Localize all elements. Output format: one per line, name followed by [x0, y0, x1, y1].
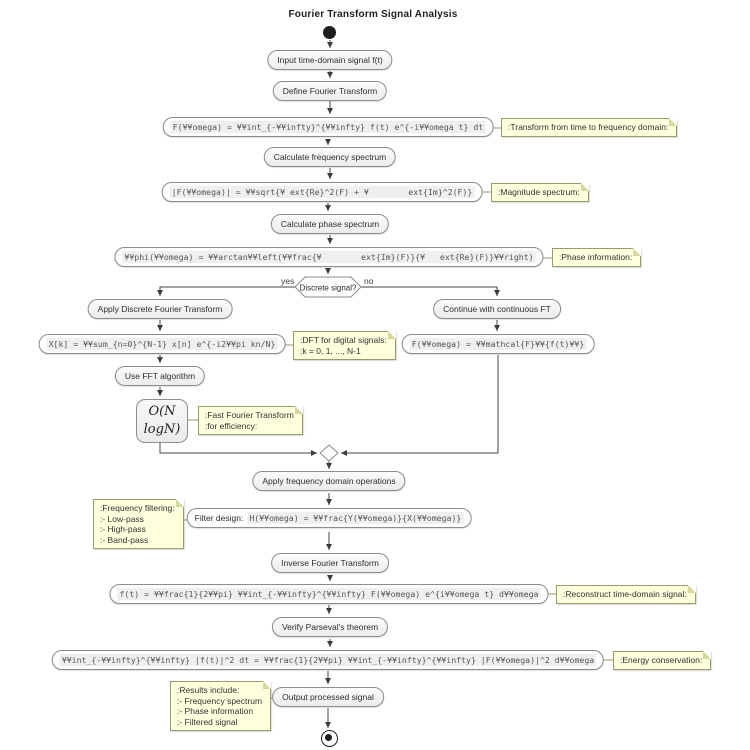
formula-dft-text: X[k] = ¥¥sum_{n=0}^{N-1} x[n] e^{-i2¥¥pi kn/N} [48, 339, 276, 349]
start-node [323, 26, 336, 39]
fft-complexity-box [136, 399, 188, 443]
note-line: :Transform from time to frequency domain: [508, 122, 669, 132]
activity-calc-phase-spectrum: Calculate phase spectrum [271, 214, 389, 234]
note-line: :for efficiency: [205, 420, 258, 431]
branch-label-no: no [364, 276, 374, 286]
note-dft [293, 331, 396, 360]
filter-design-box [187, 508, 472, 528]
activity-use-fft: Use FFT algorithm [115, 366, 205, 386]
note-reconstruct [556, 585, 696, 604]
activity-inverse-fourier-transform: Inverse Fourier Transform [271, 553, 389, 573]
formula-fourier-transform [163, 117, 494, 137]
formula-inverse-ft-text: f(t) = ¥¥frac{1}{2¥¥pi} ¥¥int_{-¥¥infty}^{¥¥infty} F(¥¥omega) e^{i¥¥omega t} d¥¥omega [119, 589, 539, 599]
note-line: :- Frequency spectrum [177, 695, 263, 706]
note-frequency-filtering [93, 499, 184, 549]
note-line: :- Phase information [177, 706, 254, 716]
formula-phase [114, 247, 543, 267]
end-node [321, 730, 338, 747]
formula-filter-text: H(¥¥omega) = ¥¥frac{Y(¥¥omega)}{X(¥¥omega)} [249, 513, 462, 523]
complexity-line: logN) [143, 422, 181, 437]
end-node-dot [325, 734, 332, 741]
note-line: :Energy conservation: [620, 655, 703, 665]
note-line: :DFT for digital signals: [300, 335, 387, 345]
formula-inverse-ft [110, 584, 549, 604]
formula-continuous-ft [402, 334, 595, 354]
note-line: :- Band-pass [100, 534, 149, 545]
activity-calc-frequency-spectrum: Calculate frequency spectrum [264, 147, 396, 167]
formula-parseval-text: ¥¥int_{-¥¥infty}^{¥¥infty} |f(t)|^2 dt = ¥¥frac{1}{2¥¥pi} ¥¥int_{-¥¥infty}^{¥¥infty} |F(¥¥omega)|^2 d¥¥omega [61, 655, 595, 665]
activity-apply-dft: Apply Discrete Fourier Transform [88, 299, 233, 319]
merge-diamond [320, 445, 338, 461]
note-results [170, 681, 271, 731]
filter-design-label: Filter design: [194, 513, 244, 523]
formula-parseval [52, 650, 604, 670]
activity-continue-continuous-ft: Continue with continuous FT [433, 299, 561, 319]
branch-label-yes: yes [281, 276, 295, 286]
decision-discrete-signal-label: Discrete signal? [299, 283, 357, 293]
note-line: :Frequency filtering: [100, 503, 175, 513]
note-fft [198, 406, 303, 435]
note-line: :Reconstruct time-domain signal: [563, 589, 687, 599]
note-line: :k = 0, 1, ..., N-1 [300, 345, 361, 356]
note-line: :Fast Fourier Transform [205, 410, 294, 420]
formula-magnitude [162, 182, 483, 202]
note-energy-conservation [613, 651, 711, 670]
note-line: :Phase information: [559, 252, 633, 262]
activity-verify-parseval: Verify Parseval's theorem [272, 617, 388, 637]
formula-phase-text: ¥¥phi(¥¥omega) = ¥¥arctan¥¥left(¥¥frac{¥ ext{Im}(F)}{¥ ext{Re}(F)}¥¥right) [124, 252, 534, 262]
formula-fourier-transform-text: F(¥¥omega) = ¥¥int_{-¥¥infty}^{¥¥infty} f(t) e^{-i¥¥omega t} dt [172, 122, 484, 132]
note-line: :Results include: [177, 685, 240, 695]
formula-magnitude-text: |F(¥¥omega)| = ¥¥sqrt{¥ ext{Re}^2(F) + ¥ ext{Im}^2(F)} [171, 187, 473, 197]
diagram-title: Fourier Transform Signal Analysis [288, 9, 458, 20]
note-line: :- High-pass [100, 524, 146, 534]
note-magnitude-spectrum [491, 183, 589, 202]
formula-continuous-ft-text: F(¥¥omega) = ¥¥mathcal{F}¥¥{f(t)¥¥} [411, 339, 585, 349]
note-line: :- Low-pass [100, 513, 144, 524]
note-transform-domain [501, 118, 677, 137]
complexity-line: O(N [148, 404, 176, 419]
activity-output-signal: Output processed signal [272, 687, 384, 707]
activity-define-fourier-transform: Define Fourier Transform [273, 81, 387, 101]
formula-dft [39, 334, 286, 354]
activity-input-signal: Input time-domain signal f(t) [267, 50, 392, 70]
note-line: :Magnitude spectrum: [498, 187, 580, 197]
note-phase-information [552, 248, 641, 267]
note-line: :- Filtered signal [177, 716, 238, 727]
activity-apply-frequency-ops: Apply frequency domain operations [252, 471, 405, 491]
